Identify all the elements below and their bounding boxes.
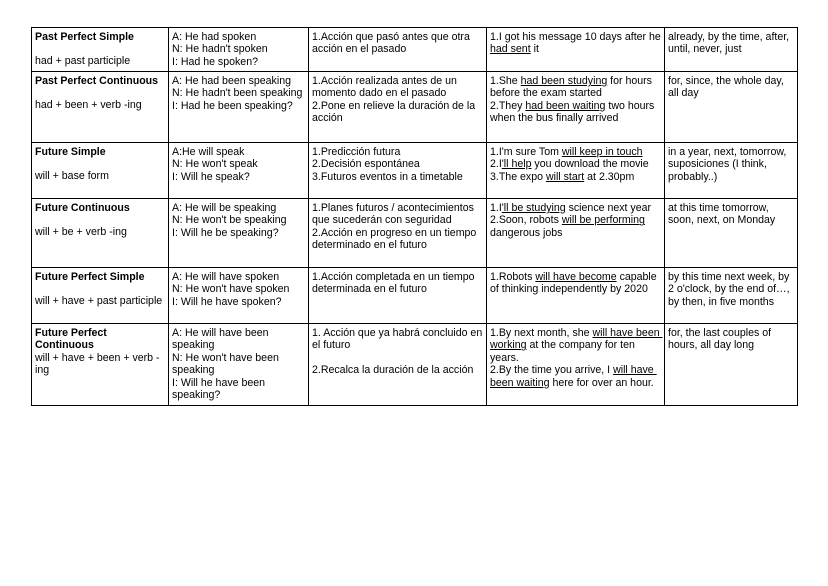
text-run: you download the movie (531, 158, 649, 171)
example-line: N: He hadn't been speaking (172, 87, 303, 100)
text-run: 1.I'm sure Tom (490, 146, 562, 158)
text-run: 1.She (490, 75, 521, 87)
text-run: 1.Predicción futura (312, 146, 401, 158)
tense-form: will + base form (35, 170, 109, 183)
tense-form: had + been + verb -ing (35, 99, 142, 112)
time-markers: for, since, the whole day, all day (668, 75, 787, 100)
tense-cell (32, 72, 169, 143)
verb-highlight: 'll be studying (501, 202, 566, 214)
example-sentence (490, 171, 661, 183)
example-sentence (490, 202, 661, 214)
example-line: I: Had he been speaking? (172, 99, 293, 112)
example-line: A: He will have been speaking (172, 327, 272, 352)
tense-name: Future Perfect Simple (35, 271, 145, 283)
text-run: capable of thinking independently by 2020 (490, 271, 660, 296)
verb-highlight: will be performing (561, 214, 645, 227)
text-run: for hours before the exam started (490, 75, 655, 100)
sentences-cell (487, 268, 665, 324)
sentences-cell (487, 143, 665, 199)
example-line: A:He will speak (172, 146, 245, 158)
text-run: dangerous jobs (490, 214, 648, 239)
verb-highlight: had sent (490, 43, 531, 56)
example-line: I: Will he have been speaking? (172, 376, 268, 402)
example-line: I: Will he be speaking? (172, 226, 279, 239)
text-run: 2.Pone en relieve la duración de la acción (312, 99, 479, 125)
verb-highlight: will start (545, 170, 585, 183)
example-sentence (490, 75, 661, 100)
text-run: 1.I got his message 10 days after he (490, 31, 664, 43)
use-line (312, 31, 483, 56)
example-sentence (490, 364, 661, 389)
examples-cell (169, 324, 309, 406)
text-run: 2.They (490, 99, 526, 112)
example-line: N: He won't have been speaking (172, 351, 282, 377)
verb-highlight: 'll help (501, 158, 532, 171)
text-run: 2.Decisión espontánea (312, 158, 420, 171)
tense-cell (32, 143, 169, 199)
examples-cell (169, 199, 309, 268)
table-row (32, 143, 798, 199)
example-sentence (490, 214, 661, 239)
uses-cell (309, 324, 487, 406)
markers-cell (665, 72, 798, 143)
examples-cell (169, 72, 309, 143)
text-run: 2.Soon, robots (490, 214, 562, 227)
use-line (312, 271, 483, 296)
use-line (312, 171, 483, 183)
text-run: 1.I (490, 202, 502, 214)
time-markers: by this time next week, by 2 o'clock, by the end of…, by then, in five months (668, 271, 793, 308)
tense-cell (32, 268, 169, 324)
verb-highlight: had been waiting (525, 99, 606, 112)
tense-name: Past Perfect Simple (35, 31, 134, 43)
use-line (312, 352, 483, 364)
example-sentence (490, 146, 661, 158)
verb-highlight: will have been working (490, 327, 663, 352)
tense-form: will + have + past participle (35, 295, 163, 308)
text-run: two hours when the bus finally arrived (490, 99, 658, 125)
tense-form: had + past participle (35, 55, 131, 68)
verb-highlight: will have been waiting (490, 364, 657, 389)
table-row (32, 72, 798, 143)
table-row (32, 199, 798, 268)
text-run: 1.Acción que pasó antes que otra acción en el pasado (312, 31, 473, 56)
tense-cell (32, 28, 169, 72)
tense-cell (32, 324, 169, 406)
text-run: 1.Acción completada en un tiempo determinada en el futuro (312, 271, 478, 296)
tense-form: will + be + verb -ing (35, 226, 127, 239)
table-row (32, 268, 798, 324)
example-sentence (490, 158, 661, 170)
examples-cell (169, 143, 309, 199)
time-markers: already, by the time, after, until, never, just (668, 31, 793, 56)
time-markers: in a year, next, tomorrow, suposiciones (I think, probably..) (668, 146, 790, 183)
text-run: 2.I (490, 158, 502, 171)
example-line: A: He will be speaking (172, 202, 277, 214)
text-run: here for over an hour. (549, 376, 654, 389)
text-run: 3.The expo (490, 170, 546, 183)
text-run: it (530, 43, 539, 56)
example-line: A: He will have spoken (172, 271, 280, 283)
uses-cell (309, 268, 487, 324)
markers-cell (665, 143, 798, 199)
text-run: 2.Recalca la duración de la acción (312, 363, 474, 376)
example-line: N: He won't speak (172, 158, 258, 171)
sentences-cell (487, 28, 665, 72)
text-run: 2.By the time you arrive, I (490, 364, 614, 377)
sentences-cell (487, 72, 665, 143)
text-run: at the company for ten years. (490, 339, 638, 364)
sentences-cell (487, 199, 665, 268)
text-run: 1.Acción realizada antes de un momento dado en el pasado (312, 75, 460, 100)
verb-highlight: will have become (535, 271, 617, 283)
use-line (312, 75, 483, 100)
tense-form: will + have + been + verb -ing (35, 351, 160, 377)
text-run: 1.By next month, she (490, 327, 593, 339)
example-line: I: Will he speak? (172, 170, 250, 183)
sentences-cell (487, 324, 665, 406)
uses-cell (309, 199, 487, 268)
text-run: science next year (565, 202, 652, 214)
example-line: N: He hadn't spoken (172, 43, 268, 56)
uses-cell (309, 28, 487, 72)
text-run: at 2.30pm (584, 170, 635, 183)
verb-highlight: had been studying (520, 75, 608, 87)
uses-cell (309, 143, 487, 199)
example-line: I: Had he spoken? (172, 55, 258, 68)
markers-cell (665, 324, 798, 406)
text-run: 1.Robots (490, 271, 536, 283)
verb-highlight: will keep in touch (561, 146, 643, 158)
text-run: 3.Futuros eventos in a timetable (312, 170, 463, 183)
text-run: 1. Acción que ya habrá concluido en el futuro (312, 327, 486, 352)
examples-cell (169, 268, 309, 324)
table-row (32, 28, 798, 72)
example-line: A: He had been speaking (172, 75, 291, 87)
grammar-table (31, 27, 798, 406)
markers-cell (665, 199, 798, 268)
example-sentence (490, 100, 661, 125)
text-run: 1.Planes futuros / acontecimientos que sucederán con seguridad (312, 202, 477, 227)
use-line (312, 158, 483, 170)
use-line (312, 364, 483, 376)
text-run: 2.Acción en progreso en un tiempo determinado en el futuro (312, 226, 480, 252)
markers-cell (665, 28, 798, 72)
examples-cell (169, 28, 309, 72)
example-sentence (490, 271, 661, 296)
example-line: N: He won't be speaking (172, 214, 287, 227)
tense-name: Future Simple (35, 146, 106, 158)
use-line (312, 227, 483, 252)
use-line (312, 146, 483, 158)
table-row (32, 324, 798, 406)
example-line: N: He won't have spoken (172, 283, 290, 296)
markers-cell (665, 268, 798, 324)
example-sentence (490, 327, 661, 364)
example-line: A: He had spoken (172, 31, 257, 43)
tense-name: Future Perfect Continuous (35, 327, 110, 352)
time-markers: at this time tomorrow, soon, next, on Monday (668, 202, 776, 227)
use-line (312, 202, 483, 227)
example-sentence (490, 31, 664, 56)
uses-cell (309, 72, 487, 143)
tense-name: Past Perfect Continuous (35, 75, 159, 87)
time-markers: for, the last couples of hours, all day long (668, 327, 775, 352)
example-line: I: Will he have spoken? (172, 295, 282, 308)
tense-cell (32, 199, 169, 268)
use-line (312, 100, 483, 125)
use-line (312, 327, 486, 352)
tense-name: Future Continuous (35, 202, 130, 214)
